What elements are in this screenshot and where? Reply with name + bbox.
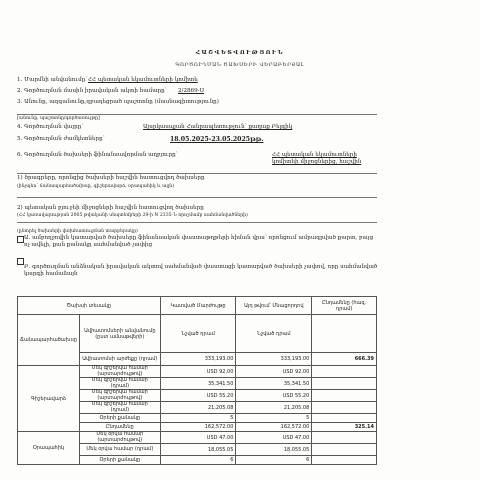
- table-header-cell: Ընդամենը (հազ. դրամ): [312, 297, 377, 315]
- field-3-hint: [անունը, պաշտոնը/գործառույթը]: [17, 116, 100, 121]
- table-cell: USD 47.00: [236, 432, 312, 444]
- table-header-cell: Այդ թվում՝ Մնացորդով: [236, 297, 312, 315]
- section-1-hint: (ինչպես՝ ճանապարհածախսը, գիշերավարձ, օրապահիկ և այլն): [17, 184, 175, 189]
- table-cell: USD 47.00: [160, 432, 236, 444]
- section-1-label: 1) ծրագրերը, որոնցից ծախսերի հաշվին հատուցվող ծախսերը: [17, 175, 205, 181]
- field-1-value: ՀՀ պետական եկամուտների կոմիտե: [88, 77, 198, 83]
- field-5-label: 5. Գործուղման ժամկետները՝: [17, 136, 105, 142]
- field-1-label: 1. Մարմնի անվանումը՝: [17, 77, 88, 83]
- table-header-cell: Կատված Մարժույթը: [160, 297, 236, 315]
- table-cell: Նշված դրամ: [160, 315, 236, 353]
- table-cell: Մեկ գիշերվա համար (արտարժույթով): [79, 366, 160, 378]
- table-cell: Ընդամենը: [79, 423, 160, 432]
- table-cell: [312, 378, 377, 390]
- table-cell: Մեկ օրվա համար (դրամ): [79, 444, 160, 456]
- table-cell: [312, 366, 377, 378]
- field-2-label: 2. Գործուղման մասին իրավական ակտի համարը՝: [17, 88, 167, 94]
- reimbursement-hint: (ընտրել ծախսերի փոխհատուցման տարբերակը): [17, 229, 138, 234]
- table-cell: USD 55.20: [160, 390, 236, 402]
- table-cell: 18,055.05: [236, 444, 312, 456]
- table-cell: Մեկ օրվա համար (արտարժույթով): [79, 432, 160, 444]
- field-5-value: 18.05.2025-23.05.2025թթ.: [170, 136, 264, 143]
- table-cell: Գիշերավարձ: [18, 366, 80, 432]
- table-cell: 35,341.50: [236, 378, 312, 390]
- table-cell: [312, 432, 377, 444]
- divider: [17, 173, 377, 174]
- option-a-checkbox[interactable]: [17, 236, 24, 243]
- table-cell: 21,205.08: [160, 402, 236, 414]
- table-cell: Մեկ գիշերվա համար (դրամ): [79, 378, 160, 390]
- table-row: [18, 432, 377, 444]
- table-cell: USD 92.00: [160, 366, 236, 378]
- table-cell: 18,055.05: [160, 444, 236, 456]
- table-cell: [312, 390, 377, 402]
- divider: [17, 222, 377, 223]
- table-cell: 35,341.50: [160, 378, 236, 390]
- field-6-label: 6. Գործուղման ծախսերի ֆինանսավորման աղբյուրը՝: [17, 152, 178, 158]
- table-row: [18, 315, 377, 353]
- table-cell: Օրերի քանակը: [79, 414, 160, 423]
- table-cell: USD 55.20: [236, 390, 312, 402]
- option-b-label: Բ. գործուղման անձնական իրավական ակտով սահմանված փաստացի կատարված ծախսերի չափով, որը սահմանված կարգի համաձայն: [24, 264, 378, 277]
- table-cell: 325.14: [312, 423, 377, 432]
- option-a-label: Ա. ամբողջովին կատարված ծախսերը ֆինանսական փաստաթղթերի հիման վրա՝ որոնցում ամրագրված քարտ, բայց ոչ ավելի, քան քանակը սահմանված չափից: [24, 235, 374, 248]
- divider: [17, 197, 377, 198]
- table-cell: Օրապահիկ: [18, 432, 80, 465]
- table-cell: Մեկ գիշերվա համար (դրամ): [79, 402, 160, 414]
- table-cell: [312, 402, 377, 414]
- field-4-value: Այսրկասպյան Հանրապետություն՝ քաղաք Բելգիկ: [143, 124, 293, 130]
- section-2-hint: (ՀՀ կառավարության 2005 թվականի սեպտեմբերի 29-ի N 2335-Ն որոշմամբ սահմանվածների): [17, 213, 248, 218]
- table-cell: 5: [160, 414, 236, 423]
- table-row: [18, 366, 377, 378]
- table-cell: Օրերի քանակը: [79, 456, 160, 465]
- table-cell: 21,205.08: [236, 402, 312, 414]
- field-2-value: 2/2869-Ս: [178, 88, 205, 94]
- table-cell: Ճանապարհածախսը: [18, 315, 80, 366]
- table-cell: Մեկ գիշերվա համար (արտարժույթով): [79, 390, 160, 402]
- table-cell: 162,572.00: [160, 423, 236, 432]
- table-cell: 6: [236, 456, 312, 465]
- table-cell: [312, 444, 377, 456]
- field-4-label: 4. Գործուղման վայրը՝: [17, 124, 84, 130]
- option-b-checkbox[interactable]: [17, 258, 24, 265]
- table-cell: 333,193.00: [236, 353, 312, 366]
- table-cell: 333,193.00: [160, 353, 236, 366]
- table-cell: USD 92.00: [236, 366, 312, 378]
- table-cell: [312, 315, 377, 353]
- table-cell: 5: [236, 414, 312, 423]
- table-header-cell: Ծախսի տեսակը: [18, 297, 161, 315]
- table-header-row: [18, 297, 377, 315]
- expense-table: [17, 296, 377, 465]
- table-cell: [312, 456, 377, 465]
- table-cell: [312, 414, 377, 423]
- field-6-value: ՀՀ պետական եկամուտների կոմիտեի միջոցներից, հաշվին: [272, 152, 362, 165]
- table-cell: 666.39: [312, 353, 377, 366]
- table-cell: Նշված դրամ: [236, 315, 312, 353]
- table-cell: Ավիատոմսի արժեքը (դրամ): [79, 353, 160, 366]
- document-title: ՀԱՇՎԵՏՎՈՒԹՅՈՒՆ: [195, 50, 285, 56]
- table-cell: Ավիատոմսերի անվանումը (ըստ ամսաթվերի): [79, 315, 160, 353]
- table-cell: 162,572.00: [236, 423, 312, 432]
- section-2-label: 2) պետական բյուջեի միջոցների հաշվին հատուցվող ծախսերը: [17, 205, 204, 211]
- field-3-label: 3. Անունը, ազգանունը,զբաղեցրած պաշտոնը (մասնագիտությունը): [17, 99, 219, 105]
- document-subtitle: ԳՈՐԾՈՒՂՄԱՆ ԾԱԽՍԵՐԻ ՎԵՐԱԲԵՐՅԱԼ: [175, 62, 305, 68]
- table-cell: 6: [160, 456, 236, 465]
